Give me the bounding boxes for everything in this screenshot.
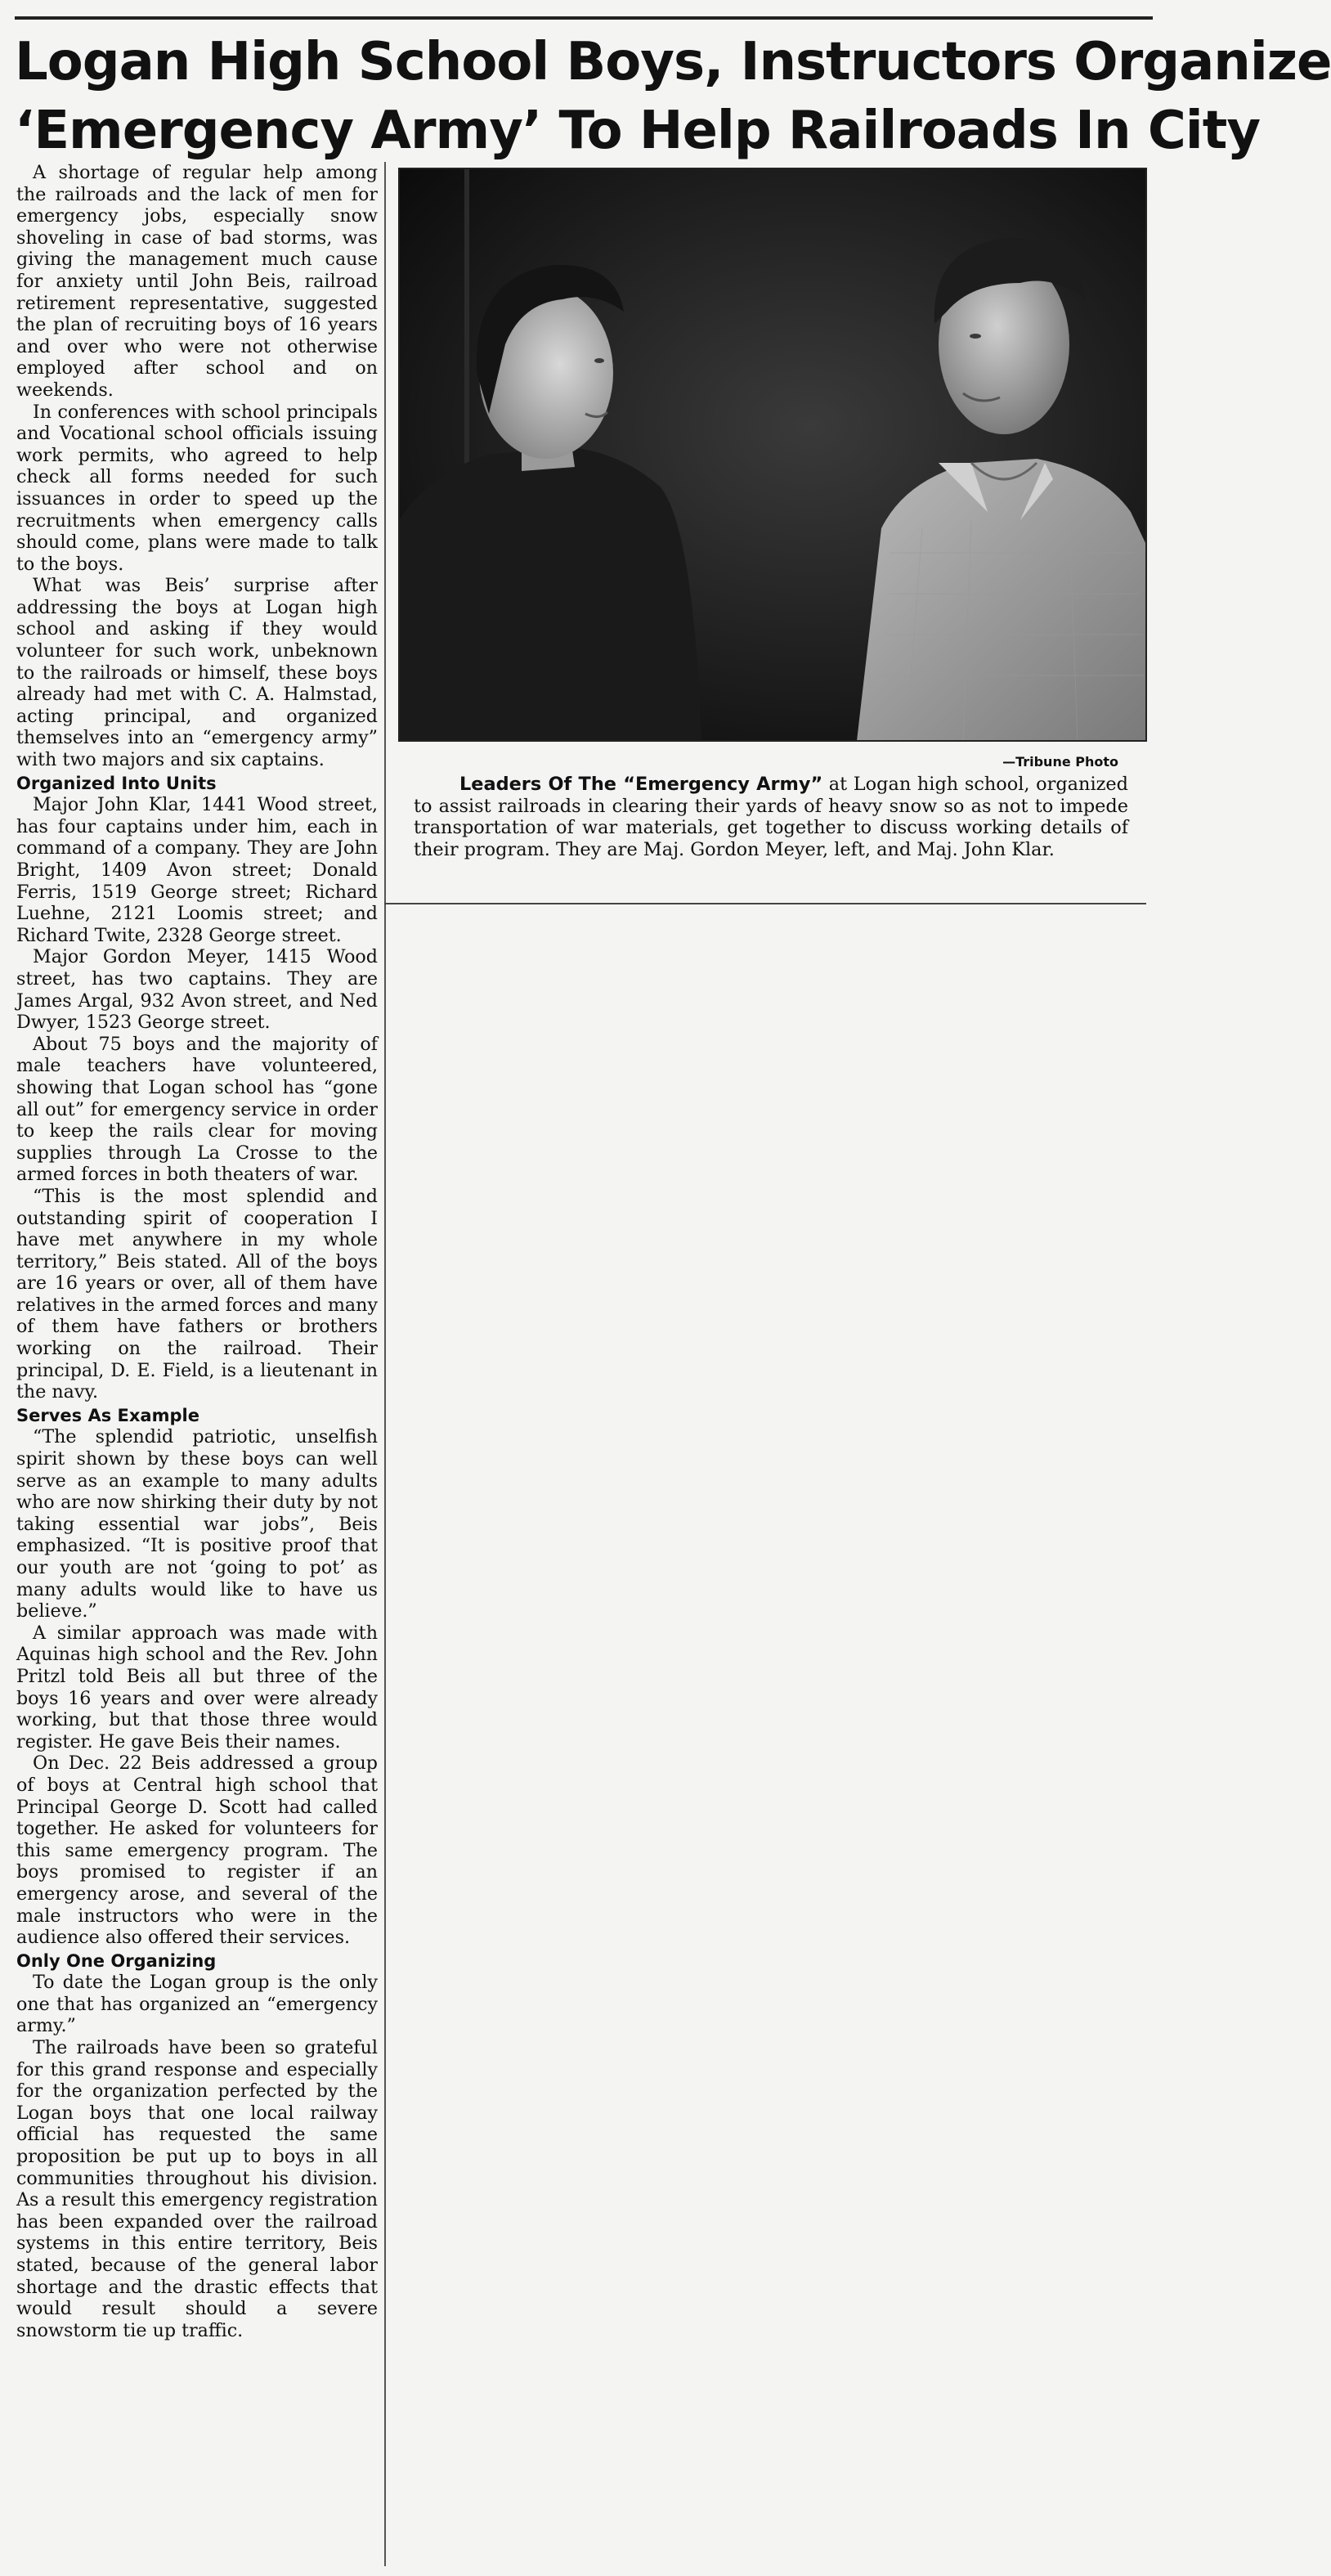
photo-caption [414, 774, 1128, 860]
photo-credit: —Tribune Photo [1002, 754, 1118, 770]
article-paragraph: Major Gordon Meyer, 1415 Wood street, has two captains. They are James Argal, 932 Avon street, and Ned Dwyer, 1523 George street. [16, 946, 378, 1034]
top-rule [15, 16, 1153, 20]
headline [15, 28, 1331, 165]
column-rule [384, 162, 386, 2566]
article-paragraph: In conferences with school principals and Vocational school officials issuing work permits, who agreed to help check all forms needed for such issuances in order to speed up the recruitments when emergency calls should come, plans were made to talk to the boys. [16, 401, 378, 575]
headline-line-1: Logan High School Boys, Instructors Organize [15, 32, 1331, 92]
article-paragraph: To date the Logan group is the only one that has organized an “emergency army.” [16, 1972, 378, 2037]
caption-rule [384, 903, 1146, 904]
article-paragraph: “This is the most splendid and outstanding spirit of cooperation I have met anywhere in my whole territory,” Beis stated. All of the boys are 16 years or over, all of them have relatives in the armed forces and many of them have fathers or brothers working on the railroad. Their principal, D. E. Field, is a lieutenant in the navy. [16, 1185, 378, 1403]
subhead-serves-as-example: Serves As Example [16, 1405, 199, 1425]
article-paragraph: About 75 boys and the majority of male teachers have volunteered, showing that Logan school has “gone all out” for emergency service in order to keep the rails clear for moving supplies through La Crosse to the armed forces in both theaters of war. [16, 1033, 378, 1186]
news-photo [399, 168, 1146, 741]
article-paragraph: The railroads have been so grateful for this grand response and especially for the organization perfected by the Logan boys that one local railway official has requested the same proposition be put up to boys in all communities throughout his division. As a result this emergency registration has been expanded over the railroad systems in this entire territory, Beis stated, because of the general labor shortage and the drastic effects that would result should a severe snowstorm tie up traffic. [16, 2037, 378, 2341]
article-paragraph: A shortage of regular help among the railroads and the lack of men for emergency jobs, especially snow shoveling in case of bad storms, was giving the management much cause for anxiety until John Beis, railroad retirement representative, suggested the plan of recruiting boys of 16 years and over who were not otherwise employed after school and on weekends. [16, 162, 378, 401]
subhead-only-one-organizing: Only One Organizing [16, 1950, 217, 1971]
article-paragraph: What was Beis’ surprise after addressing the boys at Logan high school and asking if they would volunteer for such work, unbeknown to the railroads or himself, these boys already had met with C. A. Halmstad, acting principal, and organized themselves into an “emergency army” with two majors and six captains. [16, 575, 378, 771]
article-paragraph: A similar approach was made with Aquinas high school and the Rev. John Pritzl told Beis all but three of the boys 16 years and over were already working, but that those three would register. He gave Beis their names. [16, 1622, 378, 1752]
article-column [16, 162, 378, 2341]
article-paragraph: “The splendid patriotic, unselfish spirit shown by these boys can well serve as an example to many adults who are now shirking their duty by not taking essential war jobs”, Beis emphasized. “It is positive proof that our youth are not ‘going to pot’ as many adults would like to have us believe.” [16, 1426, 378, 1622]
article-paragraph: Major John Klar, 1441 Wood street, has four captains under him, each in command of a company. They are John Bright, 1409 Avon street; Donald Ferris, 1519 George street; Richard Luehne, 2121 Loomis street; and Richard Twite, 2328 George street. [16, 794, 378, 946]
caption-text: at Logan high school, organized to assist railroads in clearing their yards of heavy snow so as not to impede transportation of war materials, get together to discuss working details of their program. They are Maj. Gordon Meyer, left, and Maj. John Klar. [414, 774, 1128, 860]
caption-lead: Leaders Of The “Emergency Army” [459, 774, 823, 795]
headline-line-2: ‘Emergency Army’ To Help Railroads In City [15, 101, 1261, 161]
article-paragraph: On Dec. 22 Beis addressed a group of boys at Central high school that Principal George D. Scott had called together. He asked for volunteers for this same emergency program. The boys promised to register if an emergency arose, and several of the male instructors who were in the audience also offered their services. [16, 1752, 378, 1949]
subhead-organized-into-units: Organized Into Units [16, 773, 217, 793]
